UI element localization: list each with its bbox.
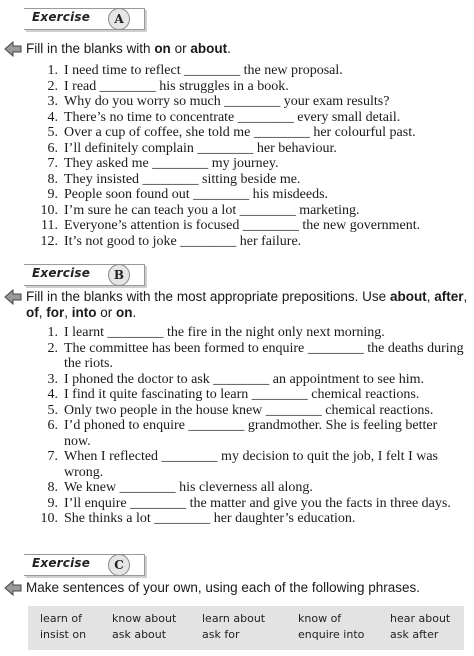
exercise-c-letter: C xyxy=(108,554,130,576)
phrase: hear about xyxy=(390,612,451,625)
phrase: ask for xyxy=(202,628,240,641)
exercise-b-header xyxy=(24,264,145,286)
worksheet-page: Exercise A Fill in the blanks with on or about. 1. I need time to reflect ________ the new proposal. 2. I read ________ his struggles in a book. 3. Why do you worry so much ________ your exam results? 4. There’s no time to concentrate ________ every small detail. 5. Over a cup of coffee, she told me ________ her colourful past. 6. I’ll definitely complain ________ her behaviour. 7. They asked me ________ my journey. 8. They insisted ________ sitting beside me. 9. People soon found out ________ his misdeeds. 10. I’m sure he can teach you a lot ________ marketing. 11. Everyone’s attention is focused ________ the new government. 12. It’s not good to joke ________ her failure. Exercise B Fill in the blanks with the most appropriate prepositions. Use about, after, of, for, into or on. 1. I learnt ________ the fire in the night only next morning. 2. The committee has been formed to enquire ________ the deaths during the riots. 3. I phoned the doctor to ask ________ an appointment to see him. 4. I find it quite fascinating to learn ________ chemical reactions. 5. Only two people in the house knew ________ chemical reactions. 6. I’d phoned to enquire ________ grandmother. She is feeling better now. 7. When I reflected ________ my decision to quit the job, I felt I was wrong. 8. We knew ________ his cleverness all along. 9. I’ll enquire ________ the matter and give you the facts in three days. 10. She thinks a lot ________ her daughter’s education. Exercise C Make sentences of your own, using each of the following phrases. learn of know about learn about know of hear about insist on ask about ask for enquire into ask after xyxy=(0,0,474,656)
list-item: 7. When I reflected ________ my decision to quit the job, I felt I was wrong. xyxy=(47,449,439,480)
list-item: 8. We knew ________ his cleverness all along. xyxy=(47,480,313,495)
list-item: 10. She thinks a lot ________ her daughter’s education. xyxy=(40,511,356,526)
list-item: 4. There’s no time to concentrate ________ every small detail. xyxy=(47,109,401,125)
list-item: 1. I learnt ________ the fire in the night only next morning. xyxy=(47,325,385,340)
exercise-c-header xyxy=(24,554,145,576)
exercise-b-instruction: Fill in the blanks with the most appropriate prepositions. Use about, after, of, for, into or on. xyxy=(4,289,470,321)
exercise-a-label: Exercise xyxy=(32,10,91,24)
phrase: know about xyxy=(112,612,177,625)
exercise-c-label: Exercise xyxy=(32,556,91,570)
list-item: 9. People soon found out ________ his misdeeds. xyxy=(47,187,329,202)
phrase: ask about xyxy=(112,628,167,641)
list-item: 9. I’ll enquire ________ the matter and give you the facts in three days. xyxy=(47,495,451,511)
phrase-box xyxy=(28,606,464,650)
phrase: learn about xyxy=(202,612,266,625)
list-item: 3. I phoned the doctor to ask ________ an appointment to see him. xyxy=(47,371,425,387)
phrase: know of xyxy=(298,612,342,625)
list-item: 2. The committee has been formed to enquire ________ the deaths during the riots. xyxy=(47,340,464,371)
arrow-bullet-icon xyxy=(4,580,22,596)
list-item: 2. I read ________ his struggles in a book. xyxy=(47,78,289,94)
arrow-bullet-icon xyxy=(4,41,22,57)
list-item: 3. Why do you worry so much ________ your exam results? xyxy=(47,94,390,109)
list-item: 6. I’d phoned to enquire ________ grandmother. She is feeling better now. xyxy=(47,418,438,449)
list-item: 5. Over a cup of coffee, she told me ________ her colourful past. xyxy=(47,125,416,140)
phrase: enquire into xyxy=(298,628,365,641)
list-item: 1. I need time to reflect ________ the new proposal. xyxy=(47,63,343,78)
list-item: 12. It’s not good to joke ________ her failure. xyxy=(40,233,302,249)
list-item: 10. I’m sure he can teach you a lot ________ marketing. xyxy=(40,202,360,218)
list-item: 11. Everyone’s attention is focused ________ the new government. xyxy=(41,218,421,233)
exercise-a-list xyxy=(0,63,474,249)
phrase: insist on xyxy=(40,628,87,641)
exercise-b-list xyxy=(0,325,474,527)
exercise-b-label: Exercise xyxy=(32,266,91,280)
exercise-b-letter: B xyxy=(108,264,130,286)
arrow-bullet-icon xyxy=(4,289,22,305)
list-item: 8. They insisted ________ sitting beside me. xyxy=(47,171,301,187)
list-item: 6. I’ll definitely complain ________ her behaviour. xyxy=(47,140,337,156)
exercise-a-letter: A xyxy=(108,8,130,30)
list-item: 5. Only two people in the house knew ________ chemical reactions. xyxy=(47,402,434,418)
list-item: 7. They asked me ________ my journey. xyxy=(47,156,279,171)
exercise-a-header xyxy=(24,8,145,30)
phrase: ask after xyxy=(390,628,439,641)
list-item: 4. I find it quite fascinating to learn ________ chemical reactions. xyxy=(47,387,420,402)
phrase: learn of xyxy=(40,612,82,625)
